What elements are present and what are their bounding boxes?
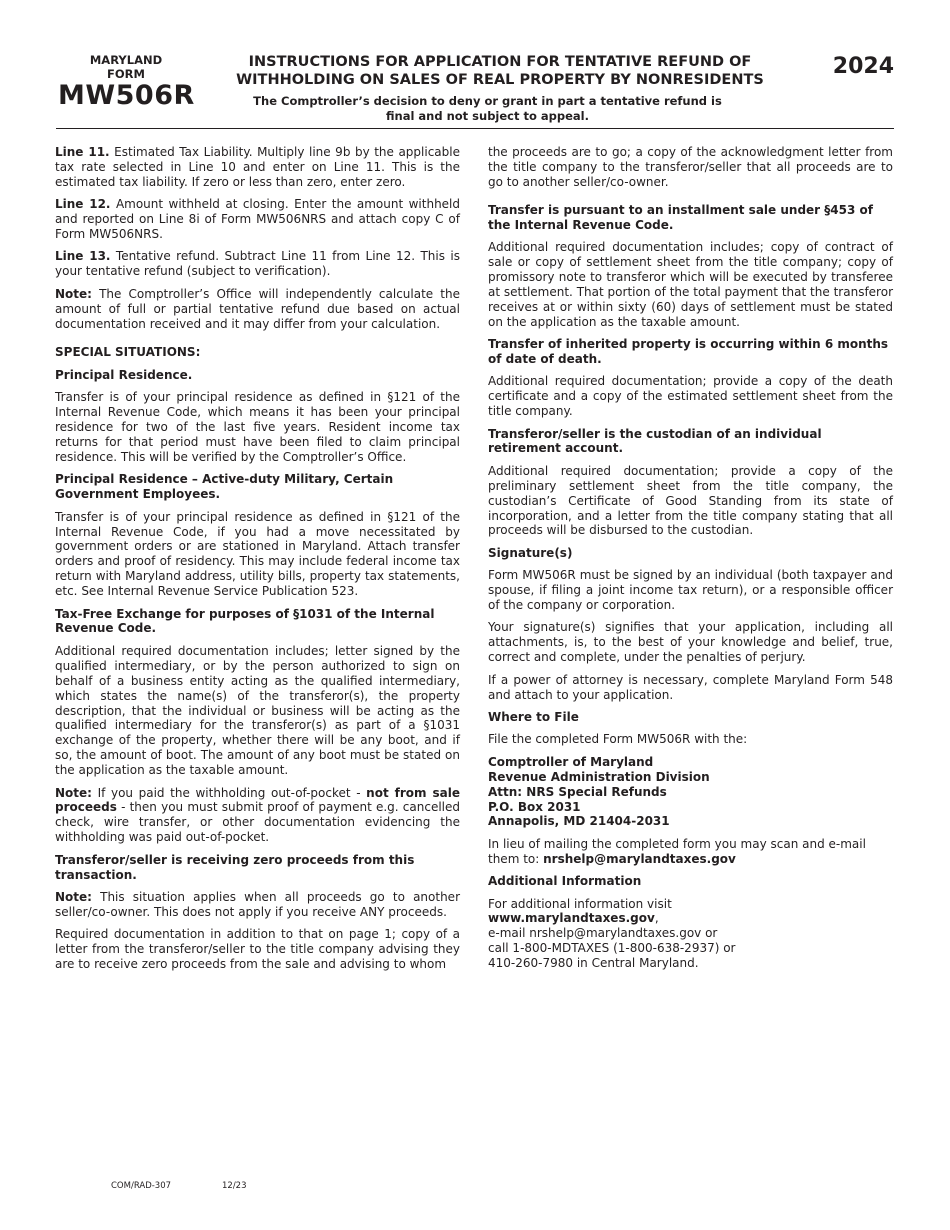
zero-proceeds-text: Required documentation in addition to that on page 1; copy of a letter from the transferor/seller to the title company advising they are to receive zero proceeds from the sale and advising to whom (55, 927, 460, 972)
where-to-file-text: File the completed Form MW506R with the: (488, 732, 748, 747)
additional-line-4: 410-260-7980 in Central Maryland. (488, 956, 699, 971)
address-line: Annapolis, MD 21404-2031 (488, 814, 670, 829)
note-text: The Comptroller’s Office will independently calculate the amount of full or partial tentative refund due based on actual documentation received and it may differ from your calculation. (55, 286, 460, 331)
form-code: COM/RAD-307 (111, 1181, 172, 1191)
state-label (60, 53, 192, 81)
additional-info-heading: Additional Information (488, 874, 642, 889)
inherited-text: Additional required documentation; provide a copy of the death certificate and a copy of the estimated settlement sheet from the title company. (488, 374, 893, 419)
revision-date: 12/23 (222, 1181, 247, 1191)
additional-line-1: For additional information visit (488, 896, 672, 911)
note-comptroller (55, 287, 460, 332)
line-12-text: Amount withheld at closing. Enter the amount withheld and reported on Line 8i of Form MW506NRS and attach copy C of Form MW506NRS. (55, 197, 461, 242)
custodian-text: Additional required documentation; provide a copy of the preliminary settlement sheet from the title company, the custodian’s Certificate of Good Standing from its state of incorporation, and a letter from the title company stating that all proceeds will be disbursed to the custodian. (488, 463, 893, 538)
header-divider (56, 128, 894, 129)
form-number: MW506R (58, 80, 195, 111)
note-out-of-pocket (55, 786, 460, 846)
military-text: Transfer is of your principal residence as defined in §121 of the Internal Revenue Code, if you had a move necessitated by government orders or are stationed in Maryland. Attach transfer orders and proof of residency. This may include federal income tax return with Maryland address, utility bills, property tax statements, etc. See Internal Revenue Service Publication 523. (55, 509, 460, 599)
additional-line-3: call 1-800-MDTAXES (1-800-638-2937) or (488, 941, 736, 956)
tax-year: 2024 (832, 54, 894, 79)
signature-text-2: Your signature(s) signifies that your application, including all attachments, is, to the best of your knowledge and belief, true, correct and complete, under the penalties of perjury. (488, 620, 893, 665)
comma: , (654, 911, 659, 926)
signature-heading: Signature(s) (488, 545, 573, 560)
state-name: MARYLAND (89, 53, 163, 67)
note-text-post: - then you must submit proof of payment e.g. cancelled check, wire transfer, or other documentation evidencing the withholding was paid out-of-pocket. (55, 800, 460, 845)
signature-text-3: If a power of attorney is necessary, complete Maryland Form 548 and attach to your application. (488, 672, 893, 702)
note-text: This situation applies when all proceeds go to another seller/co-owner. This does not apply if you receive ANY proceeds. (55, 889, 460, 919)
line-13-paragraph (55, 249, 460, 279)
website-link[interactable]: www.marylandtaxes.gov (488, 911, 655, 926)
special-situations-heading: SPECIAL SITUATIONS: (55, 345, 201, 360)
left-column (55, 145, 460, 980)
principal-residence-heading: Principal Residence. (55, 367, 193, 382)
note-label: Note: (55, 286, 92, 301)
note-label: Note: (55, 785, 92, 800)
line-11-paragraph (55, 145, 460, 190)
line-11-text: Estimated Tax Liability. Multiply line 9b by the applicable tax rate selected in Line 10 and enter on Line 11. This is the estimated tax liability. If zero or less than zero, enter zero. (55, 145, 460, 189)
principal-residence-text: Transfer is of your principal residence as defined in §121 of the Internal Revenue Code, which means it has been your principal residence for two of the last five years. Resident income tax returns for that period must have been filed to claim principal residence. This will be verified by the Comptroller’s Office. (55, 390, 460, 464)
mailing-address (488, 755, 893, 830)
note-text-bold: not from sale proceeds (55, 785, 461, 815)
exchange-heading: Tax-Free Exchange for purposes of §1031 of the Internal Revenue Code. (55, 606, 435, 636)
subtitle-line-1: The Comptroller’s decision to deny or grant in part a tentative refund is (253, 94, 722, 108)
signature-text-1: Form MW506R must be signed by an individual (both taxpayer and spouse, if filing a joint income tax return), or a responsible officer of the company or corporation. (488, 568, 893, 613)
note-zero-proceeds (55, 890, 460, 920)
address-line: P.O. Box 2031 (488, 799, 581, 814)
line-13-label: Line 13. (55, 249, 111, 264)
installment-text: Additional required documentation includes; copy of contract of sale or copy of settlement sheet from the title company; copy of promissory note to transferor which will be executed by transferee at settlement. That portion of the total payment that the transferor receives at or within sixty (60) days of settlement must be stated on the application as the taxable amount. (488, 240, 893, 329)
installment-heading: Transfer is pursuant to an installment sale under §453 of the Internal Revenue Code. (488, 202, 873, 232)
inherited-heading: Transfer of inherited property is occurring within 6 months of date of death. (488, 336, 889, 366)
address-line: Attn: NRS Special Refunds (488, 784, 667, 799)
form-word: FORM (107, 67, 145, 81)
exchange-text: Additional required documentation includes; letter signed by the qualified intermediary, or by the person authorized to sign on behalf of a business entity acting as the qualified intermediary, which states the name(s) of the transferor(s), the property description, that the individual or business will be acting as the qualified intermediary for the transferor(s) as part of a §1031 exchange of the property, whether there will be any boot, and if so, the amount of boot. The amount of any boot must be stated on the application as the taxable amount. (55, 643, 460, 778)
right-column (488, 145, 893, 979)
email-paragraph (488, 837, 893, 867)
email-link[interactable]: nrshelp@marylandtaxes.gov (543, 851, 736, 866)
address-line: Comptroller of Maryland (488, 754, 654, 769)
military-heading: Principal Residence – Active-duty Military, Certain Government Employees. (55, 472, 394, 502)
page-subtitle (230, 94, 745, 123)
line-12-label: Line 12. (55, 197, 111, 212)
note-text-pre: If you paid the withholding out-of-pocket - (97, 785, 367, 800)
address-line: Revenue Administration Division (488, 769, 710, 784)
email-intro: In lieu of mailing the completed form you may scan and e-mail them to: (488, 836, 866, 866)
subtitle-line-2: final and not subject to appeal. (385, 108, 589, 123)
line-11-label: Line 11. (55, 145, 110, 159)
zero-proceeds-heading: Transferor/seller is receiving zero proceeds from this transaction. (55, 852, 415, 882)
additional-line-2: e-mail nrshelp@marylandtaxes.gov or (488, 926, 718, 941)
additional-info-text (488, 897, 893, 972)
page-title (205, 53, 795, 89)
zero-proceeds-continued: the proceeds are to go; a copy of the acknowledgment letter from the title company to the transferor/seller that all proceeds are to go to another seller/co-owner. (488, 145, 893, 189)
line-13-text: Tentative refund. Subtract Line 11 from Line 12. This is your tentative refund (subject to verification). (55, 249, 460, 279)
custodian-heading: Transferor/seller is the custodian of an individual retirement account. (488, 426, 822, 456)
note-label: Note: (55, 889, 92, 904)
line-12-paragraph (55, 197, 460, 242)
where-to-file-heading: Where to File (488, 710, 579, 724)
title-line-1: INSTRUCTIONS FOR APPLICATION FOR TENTATIVE REFUND OF (248, 54, 752, 70)
title-line-2: WITHHOLDING ON SALES OF REAL PROPERTY BY NONRESIDENTS (236, 72, 764, 88)
